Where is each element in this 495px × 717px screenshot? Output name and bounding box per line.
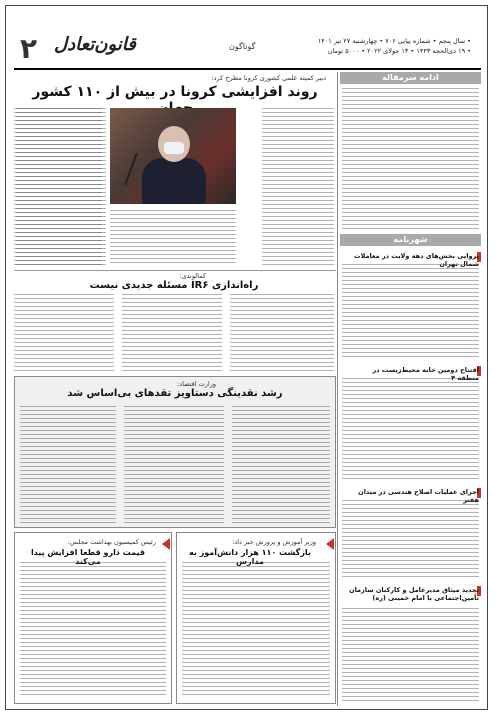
story4-text	[20, 562, 166, 698]
story3-headline: رشد نقدینگی دستاویز تقدهای بی‌اساس شد	[67, 388, 283, 399]
main-story-text	[14, 108, 102, 266]
story4-arrow-icon	[162, 538, 170, 550]
story2-kicker: کمالوندی:	[179, 272, 206, 280]
dateline-line-2: • ۱۹ ذی‌الحجه ۱۴۴۳ • ۱۳ جولای ۲۰۲۲ • ۵۰۰۰ تومان	[327, 47, 471, 55]
story5-text	[182, 562, 330, 698]
masthead-rule	[14, 68, 481, 70]
story2-text	[14, 294, 114, 374]
city-text-3	[342, 500, 479, 580]
section-title: گوناگون	[229, 42, 256, 51]
story5-arrow-icon	[326, 538, 334, 550]
dateline	[318, 36, 471, 56]
story3-text	[20, 406, 116, 524]
main-story-text	[110, 210, 236, 266]
main-story-text	[262, 108, 334, 266]
column-divider	[337, 72, 338, 706]
main-story-kicker: دبیر کمیته علمی کشوری کرونا مطرح کرد:	[211, 74, 326, 82]
photo-microphone	[124, 153, 138, 186]
divider	[14, 270, 336, 271]
main-column	[14, 72, 336, 706]
story4-kicker: رئیس کمیسیون بهداشت مجلس:	[67, 538, 156, 546]
page-number: ۲	[20, 32, 38, 65]
photo-figure	[142, 158, 206, 204]
editorial-text	[342, 88, 479, 230]
masthead	[14, 30, 481, 70]
editorial-section-title: ادامه سرمقاله	[340, 72, 481, 84]
news-photo	[110, 108, 236, 204]
city-section-title: شهرنامه	[340, 234, 481, 246]
city-text-1	[342, 264, 479, 360]
dateline-line-1: • سال پنجم • شماره پیاپی ۷۰۶ • چهارشنبه ۲۷ تیر ۱۴۰۱	[317, 37, 471, 45]
photo-mask	[164, 142, 184, 154]
story3-kicker: وزارت اقتصاد:	[177, 380, 216, 388]
story3-text	[232, 406, 330, 524]
city-text-4	[342, 608, 479, 702]
story4-headline: قیمت دارو قطعا افزایش پیدا می‌کند	[30, 548, 146, 566]
city-headline-1: پرواپی بخش‌های دهه ولایت در معاملات شمال تهران	[354, 252, 479, 268]
city-headline-3: اجرای عملیات اصلاح هندسی در میدان هفتر	[358, 488, 479, 504]
story3-text	[124, 406, 224, 524]
city-headline-2: افتتاح دومین خانه محیط‌زیست در منطقه ۴	[372, 366, 479, 382]
story5-headline: بازگشت ۱۱۰ هزار دانش‌آموز به مدارس	[189, 548, 311, 566]
story2-headline: راه‌اندازی IR۶ مسئله جدیدی نیست	[89, 280, 259, 291]
main-story-headline: روند افزایشی کرونا در بیش از ۱۱۰ کشور	[32, 84, 318, 100]
story2-text	[122, 294, 222, 374]
newspaper-logo: قانون‌تعادل	[54, 34, 136, 55]
city-text-2	[342, 378, 479, 482]
city-headline-4: تجدید میثاق مدیرعامل و کارکنان سازمان تأمین‌اجتماعی با امام خمینی (ره)	[349, 586, 479, 602]
story5-kicker: وزیر آموزش و پرورش خبر داد:	[232, 538, 316, 546]
sidebar-column	[340, 72, 481, 706]
story2-text	[230, 294, 334, 374]
